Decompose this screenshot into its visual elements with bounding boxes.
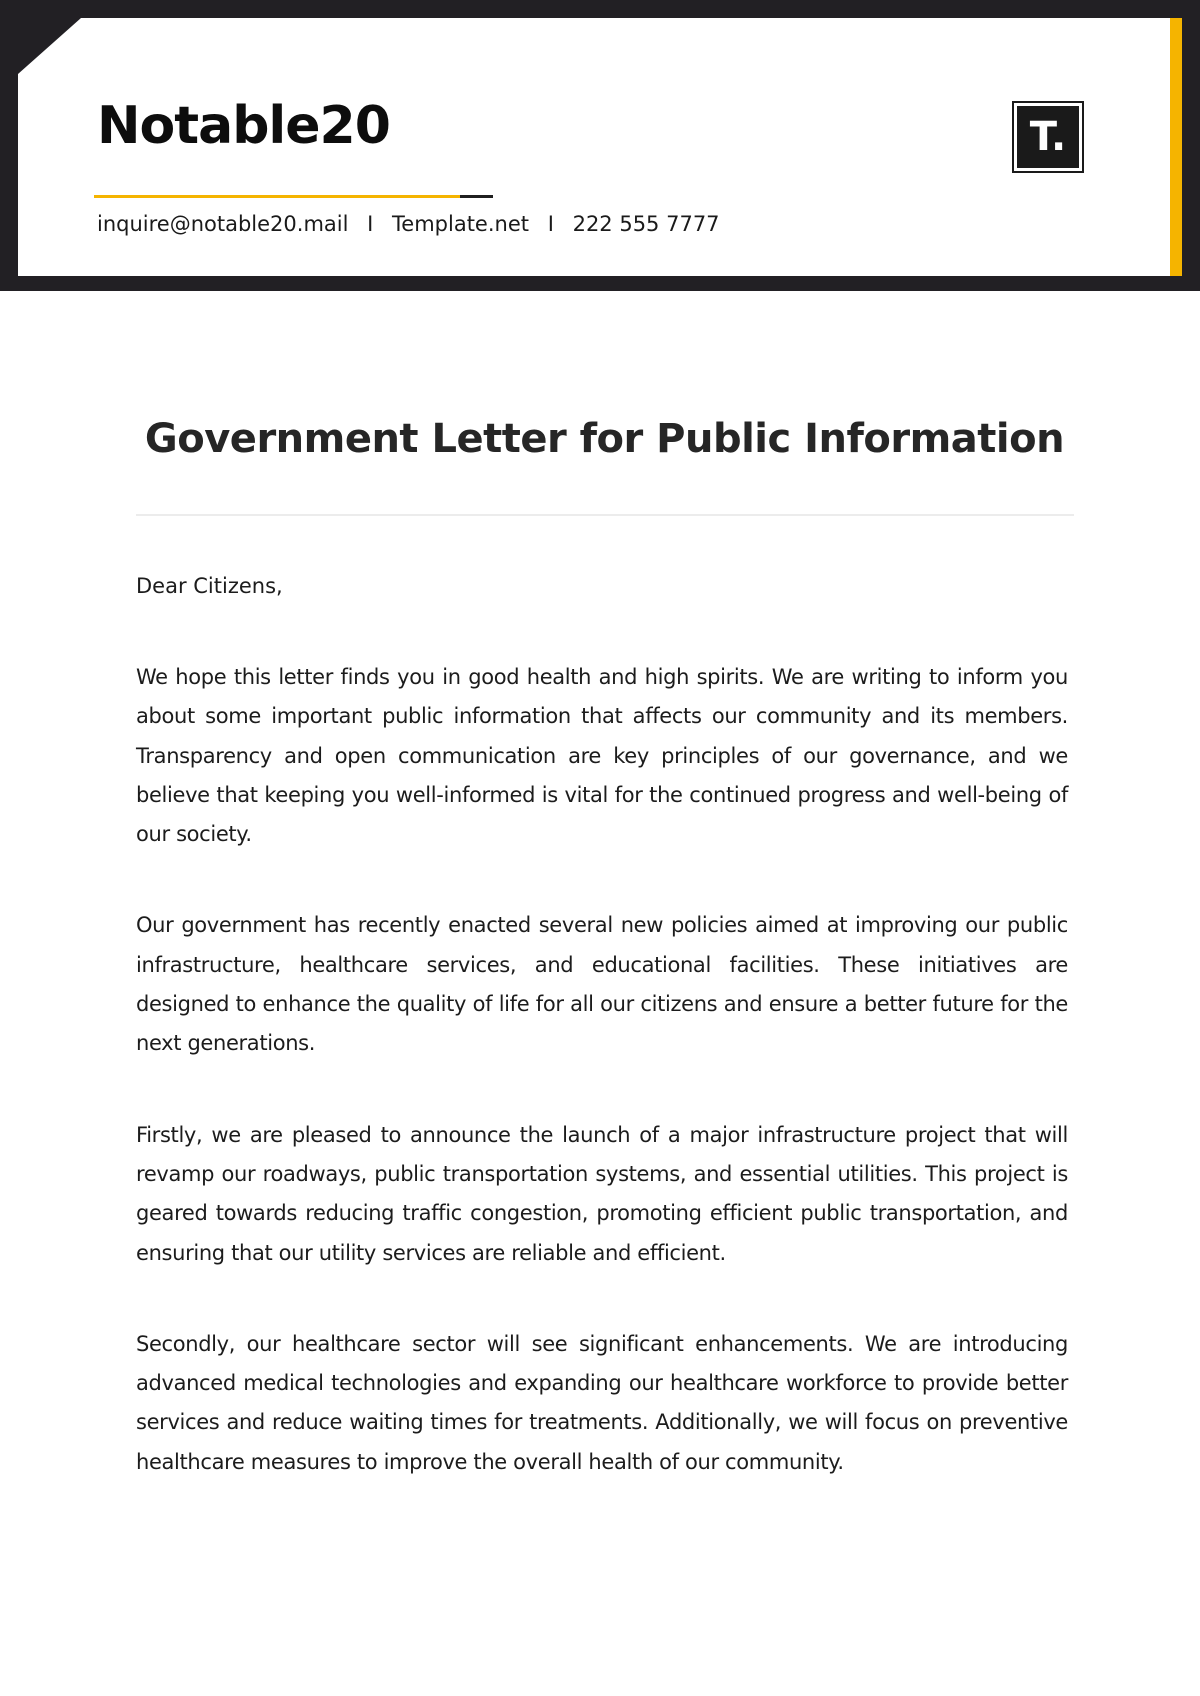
letterhead-divider-dark: [460, 195, 493, 198]
body-paragraph: Firstly, we are pleased to announce the launch of a major infrastructure project that will revamp our roadways, public transportation systems, and essential utilities. This project is geared towards reducing traffic congestion, promoting efficient public transportation, and ensuring that our utility services are reliable and efficient.: [136, 1122, 1068, 1265]
salutation: Dear Citizens,: [136, 574, 283, 598]
contact-separator: I: [367, 212, 374, 236]
document-title: Government Letter for Public Information: [144, 416, 1065, 462]
letterhead-accent-bar: [1170, 18, 1182, 276]
body-paragraph: Our government has recently enacted several new policies aimed at improving our public infrastructure, healthcare services, and educational facilities. These initiatives are designed to enhance the quality of life for all our citizens and ensure a better future for the next generations.: [136, 913, 1068, 1056]
body-paragraph: Secondly, our healthcare sector will see significant enhancements. We are introducing advanced medical technologies and expanding our healthcare workforce to provide better services and reduce waiting times for treatments. Additionally, we will focus on preventive healthcare measures to improve the overall health of our community.: [136, 1331, 1068, 1474]
body-paragraph: We hope this letter finds you in good health and high spirits. We are writing to inform you about some important public information that affects our community and its members. Transparency and open communication are key principles of our governance, and we believe that keeping you well-informed is vital for the continued progress and well-being of our society.: [136, 665, 1068, 847]
title-divider: [136, 514, 1074, 516]
company-name: Notable20: [97, 96, 390, 156]
contact-line: [97, 210, 720, 238]
company-logo: [1012, 101, 1084, 173]
contact-email: inquire@notable20.mail: [97, 212, 349, 236]
contact-website: Template.net: [392, 212, 529, 236]
logo-mark: T.: [1017, 106, 1079, 168]
letterhead-divider-accent: [94, 195, 460, 198]
letter-body: [136, 567, 1068, 1534]
contact-separator: I: [547, 212, 554, 236]
contact-phone: 222 555 7777: [572, 212, 720, 236]
